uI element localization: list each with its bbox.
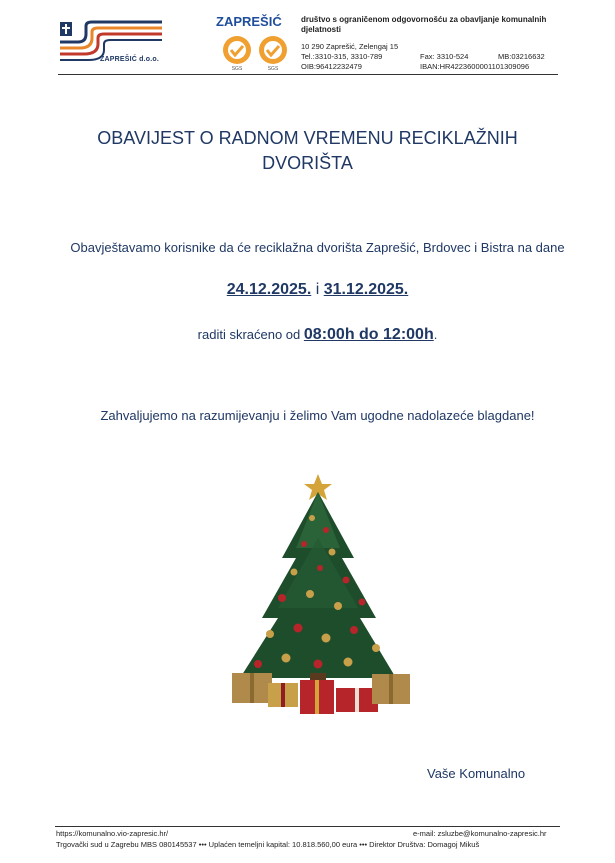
badge-label: SGS (231, 66, 243, 72)
company-full-name: društvo s ograničenom odgovornošću za obavljanje komunalnih djelatnosti (301, 15, 547, 34)
certification-badge-icon (220, 34, 292, 72)
company-address: 10 290 Zaprešić, Zelengaj 15 (301, 42, 399, 51)
notice-intro: Obavještavamo korisnike da će reciklažna dvorišta Zaprešić, Brdovec i Bistra na dane (70, 240, 565, 255)
header-divider (58, 74, 558, 75)
notice-hours-line (100, 326, 535, 344)
christmas-tree-image (222, 468, 422, 718)
footer-divider (55, 826, 560, 827)
company-mb: MB:03216632 (498, 52, 545, 61)
company-iban: IBAN:HR4223600001101309096 (420, 62, 530, 71)
notice-dates (100, 281, 535, 299)
hours-prefix: raditi skraćeno od (197, 327, 304, 342)
badge-label: SGS (267, 66, 279, 72)
company-phone: Tel.:3310-315, 3310-789 (301, 52, 383, 61)
signature: Vaše Komunalno (427, 766, 526, 781)
company-fax: Fax: 3310-524 (420, 52, 469, 61)
date-first: 24.12.2025. (226, 281, 312, 298)
date-joiner: i (311, 281, 324, 298)
hours-suffix: . (433, 327, 438, 342)
logo-caption: ZAPREŠIĆ d.o.o. (100, 56, 159, 63)
footer-email[interactable]: e-mail: zsluzbe@komunalno-zapresic.hr (413, 829, 547, 838)
working-hours: 08:00h do 12:00h (303, 326, 434, 343)
brand-name: ZAPREŠIĆ (216, 14, 282, 29)
footer-website-link[interactable]: https://komunalno.vio-zapresic.hr/ (56, 829, 169, 838)
footer-legal-info: Trgovački sud u Zagrebu MBS 080145537 ••• Uplaćen temeljni kapital: 10.818.560,00 eura ••• Direktor Društva: Domagoj Mikuš (56, 840, 480, 849)
notice-thanks: Zahvaljujemo na razumijevanju i želimo Vam ugodne nadolazeće blagdane! (100, 408, 535, 423)
date-second: 31.12.2025. (323, 281, 409, 298)
company-oib: OIB:96412232479 (301, 62, 362, 71)
notice-title: OBAVIJEST O RADNOM VREMENU RECIKLAŽNIH DVORIŠTA (97, 128, 518, 173)
